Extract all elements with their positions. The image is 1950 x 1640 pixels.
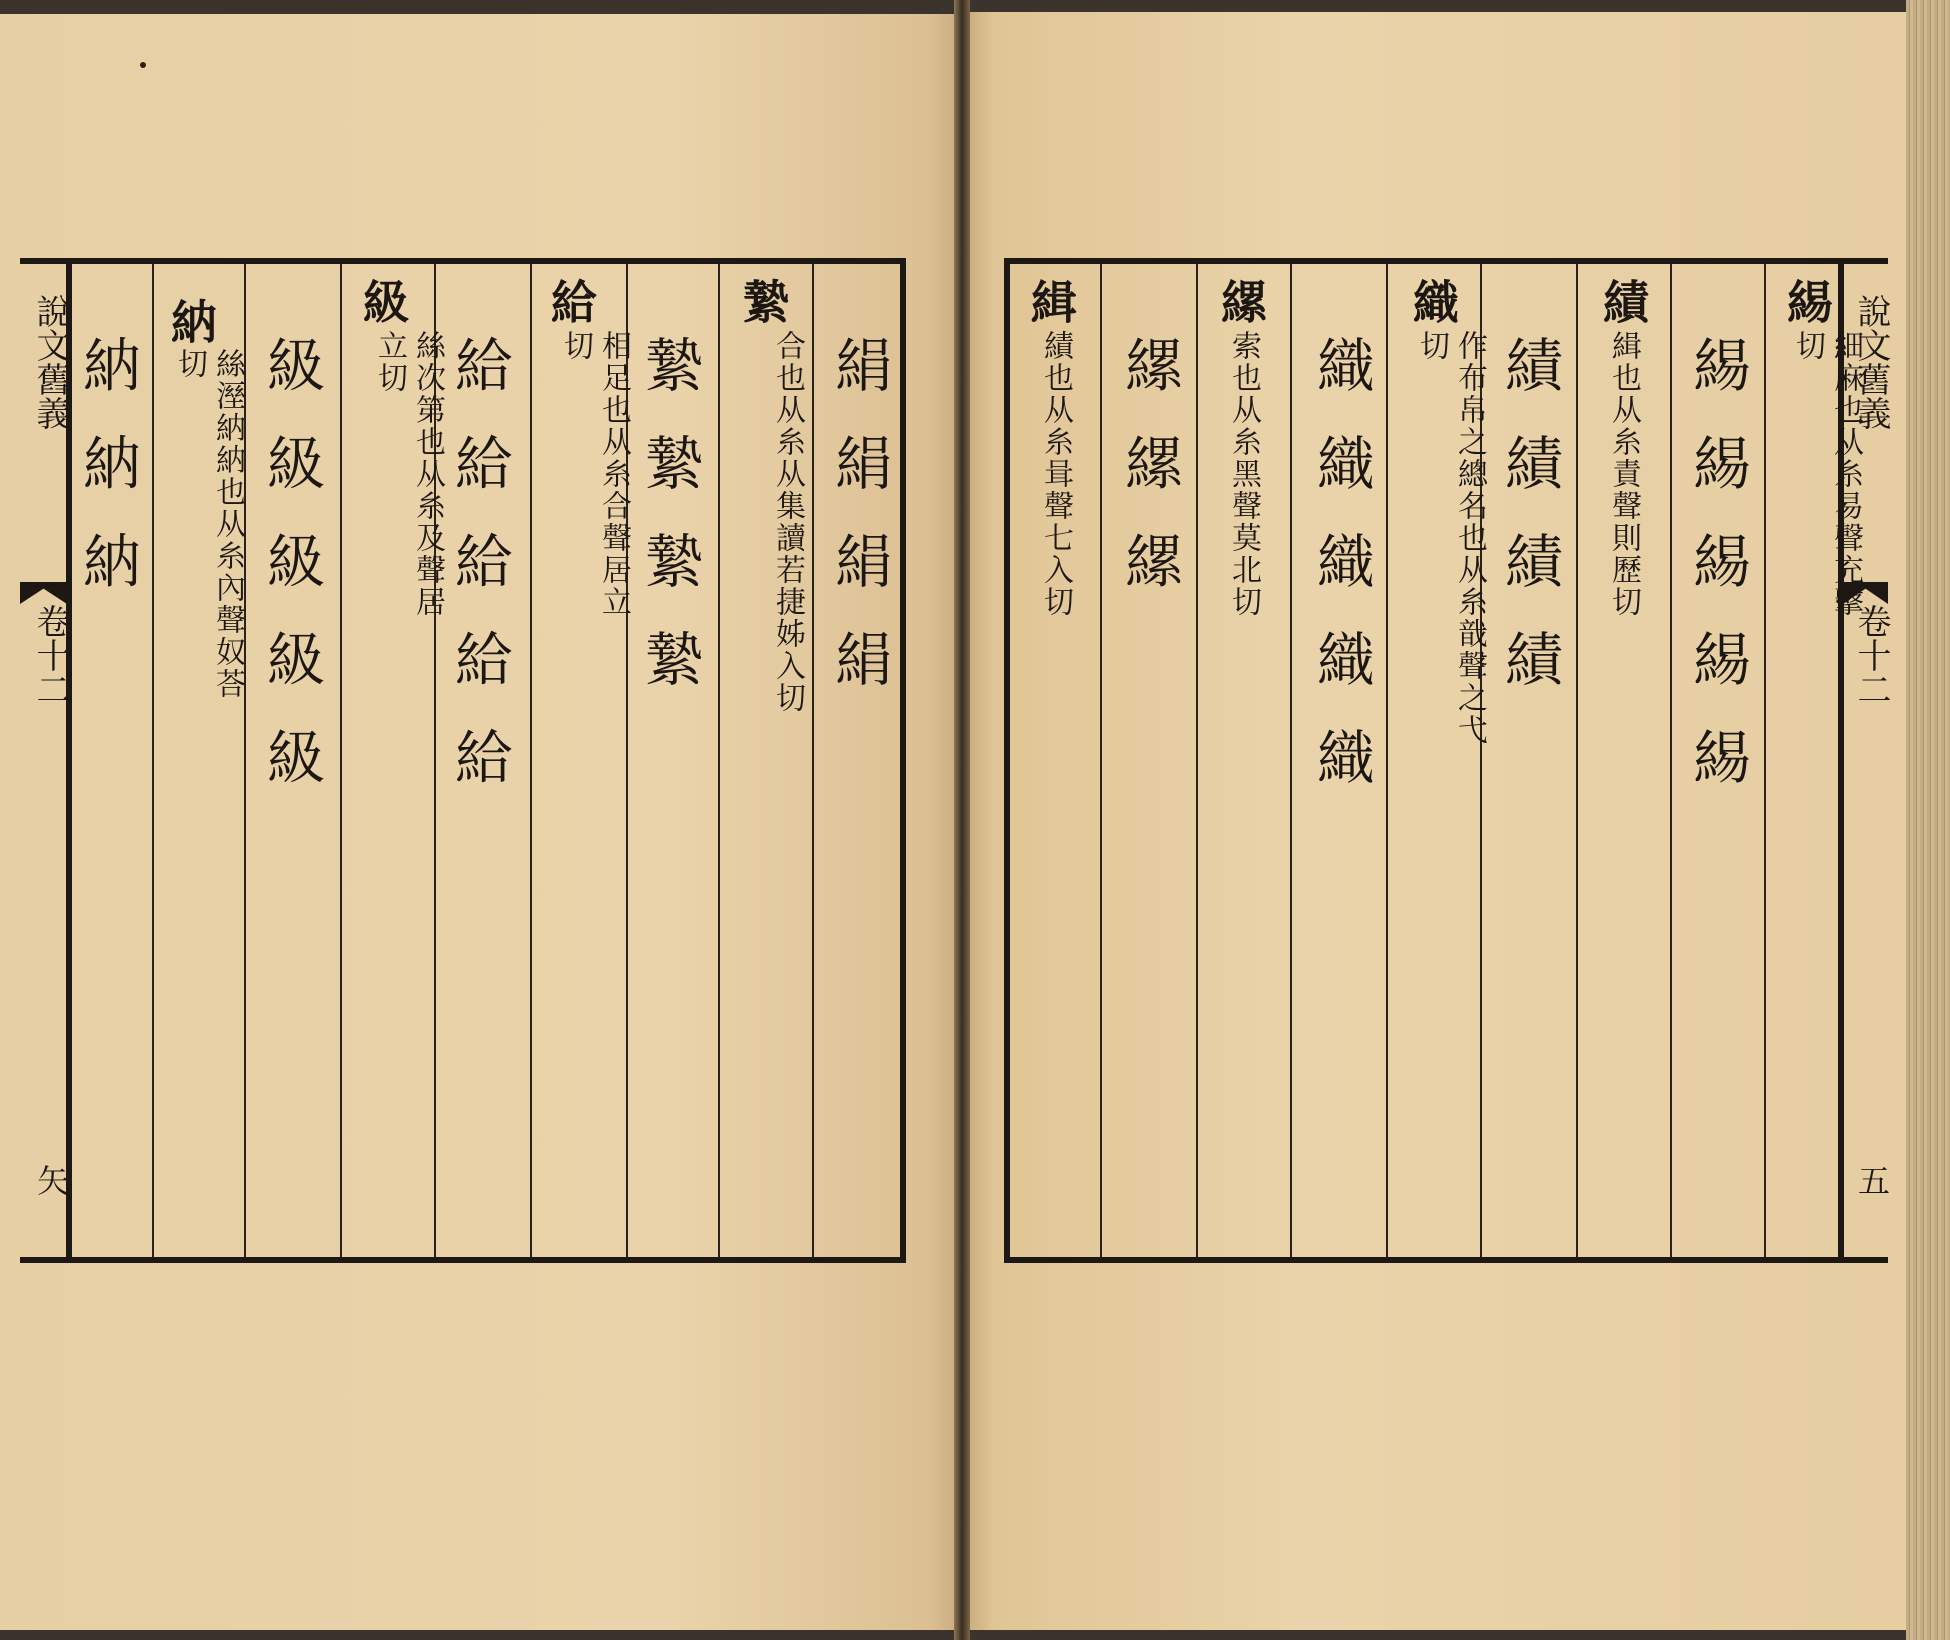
entry-gloss: 絲溼納納也从糸內聲奴荅切 <box>172 348 245 700</box>
seal-column: 縲縲縲 <box>1115 335 1183 629</box>
column-rule <box>340 264 342 1257</box>
book-gutter <box>954 0 970 1640</box>
left-band-volume: 卷十二 <box>30 604 70 706</box>
page-edges <box>1906 0 1950 1640</box>
column-rule <box>1576 264 1578 1257</box>
entry-gloss: 相足也从糸合聲居立切 <box>558 330 631 618</box>
column-rule <box>530 264 532 1257</box>
entry-gloss: 細麻也从糸易聲充擊切 <box>1790 330 1863 618</box>
entry-headword: 縲 <box>1214 278 1268 324</box>
column-rule <box>1670 264 1672 1257</box>
seal-column: 納納納 <box>73 335 141 629</box>
column-rule <box>1386 264 1388 1257</box>
entry-headword: 級 <box>356 278 410 324</box>
column-rule <box>1196 264 1198 1257</box>
entry-headword: 納 <box>164 298 218 344</box>
entry-headword: 緆 <box>1780 278 1834 324</box>
entry-headword: 給 <box>544 278 598 324</box>
right-band-page: 五 <box>1853 1164 1891 1196</box>
column-rule <box>812 264 814 1257</box>
entry-gloss: 績也从糸咠聲七入切 <box>1038 330 1073 618</box>
entry-headword: 績 <box>1596 278 1650 324</box>
column-rule <box>1290 264 1292 1257</box>
entry-headword: 縶 <box>736 278 790 324</box>
entry-headword: 織 <box>1406 278 1460 324</box>
seal-column: 給給給給給 <box>445 335 513 825</box>
seal-column: 縶縶縶縶 <box>635 335 703 727</box>
seal-column: 絹絹絹絹 <box>825 335 893 727</box>
ink-spot <box>140 62 146 68</box>
entry-gloss: 緝也从糸責聲則歷切 <box>1606 330 1641 618</box>
left-band-title: 說文舊義 <box>30 294 70 430</box>
seal-column: 績績績績 <box>1495 335 1563 727</box>
column-rule <box>718 264 720 1257</box>
entry-gloss: 索也从糸黑聲莫北切 <box>1226 330 1261 618</box>
seal-column: 級級級級級 <box>257 335 325 825</box>
entry-headword: 緝 <box>1024 278 1078 324</box>
left-margin-band <box>20 258 70 1263</box>
entry-gloss: 作布帛之總名也从糸戠聲之弋切 <box>1414 330 1487 746</box>
fishtail-mark <box>20 582 67 604</box>
seal-column: 織織織織織 <box>1307 335 1375 825</box>
left-band-page: 矢 <box>32 1164 70 1196</box>
column-rule <box>1100 264 1102 1257</box>
column-rule <box>152 264 154 1257</box>
right-band-volume: 卷十二 <box>1851 604 1891 706</box>
right-band-title: 說文舊義 <box>1851 294 1891 430</box>
seal-column: 緆緆緆緆緆 <box>1683 335 1751 825</box>
entry-gloss: 絲次第也从糸及聲居立切 <box>372 330 445 618</box>
entry-gloss: 合也从糸从集讀若捷姊入切 <box>770 330 805 714</box>
column-rule <box>1764 264 1766 1257</box>
